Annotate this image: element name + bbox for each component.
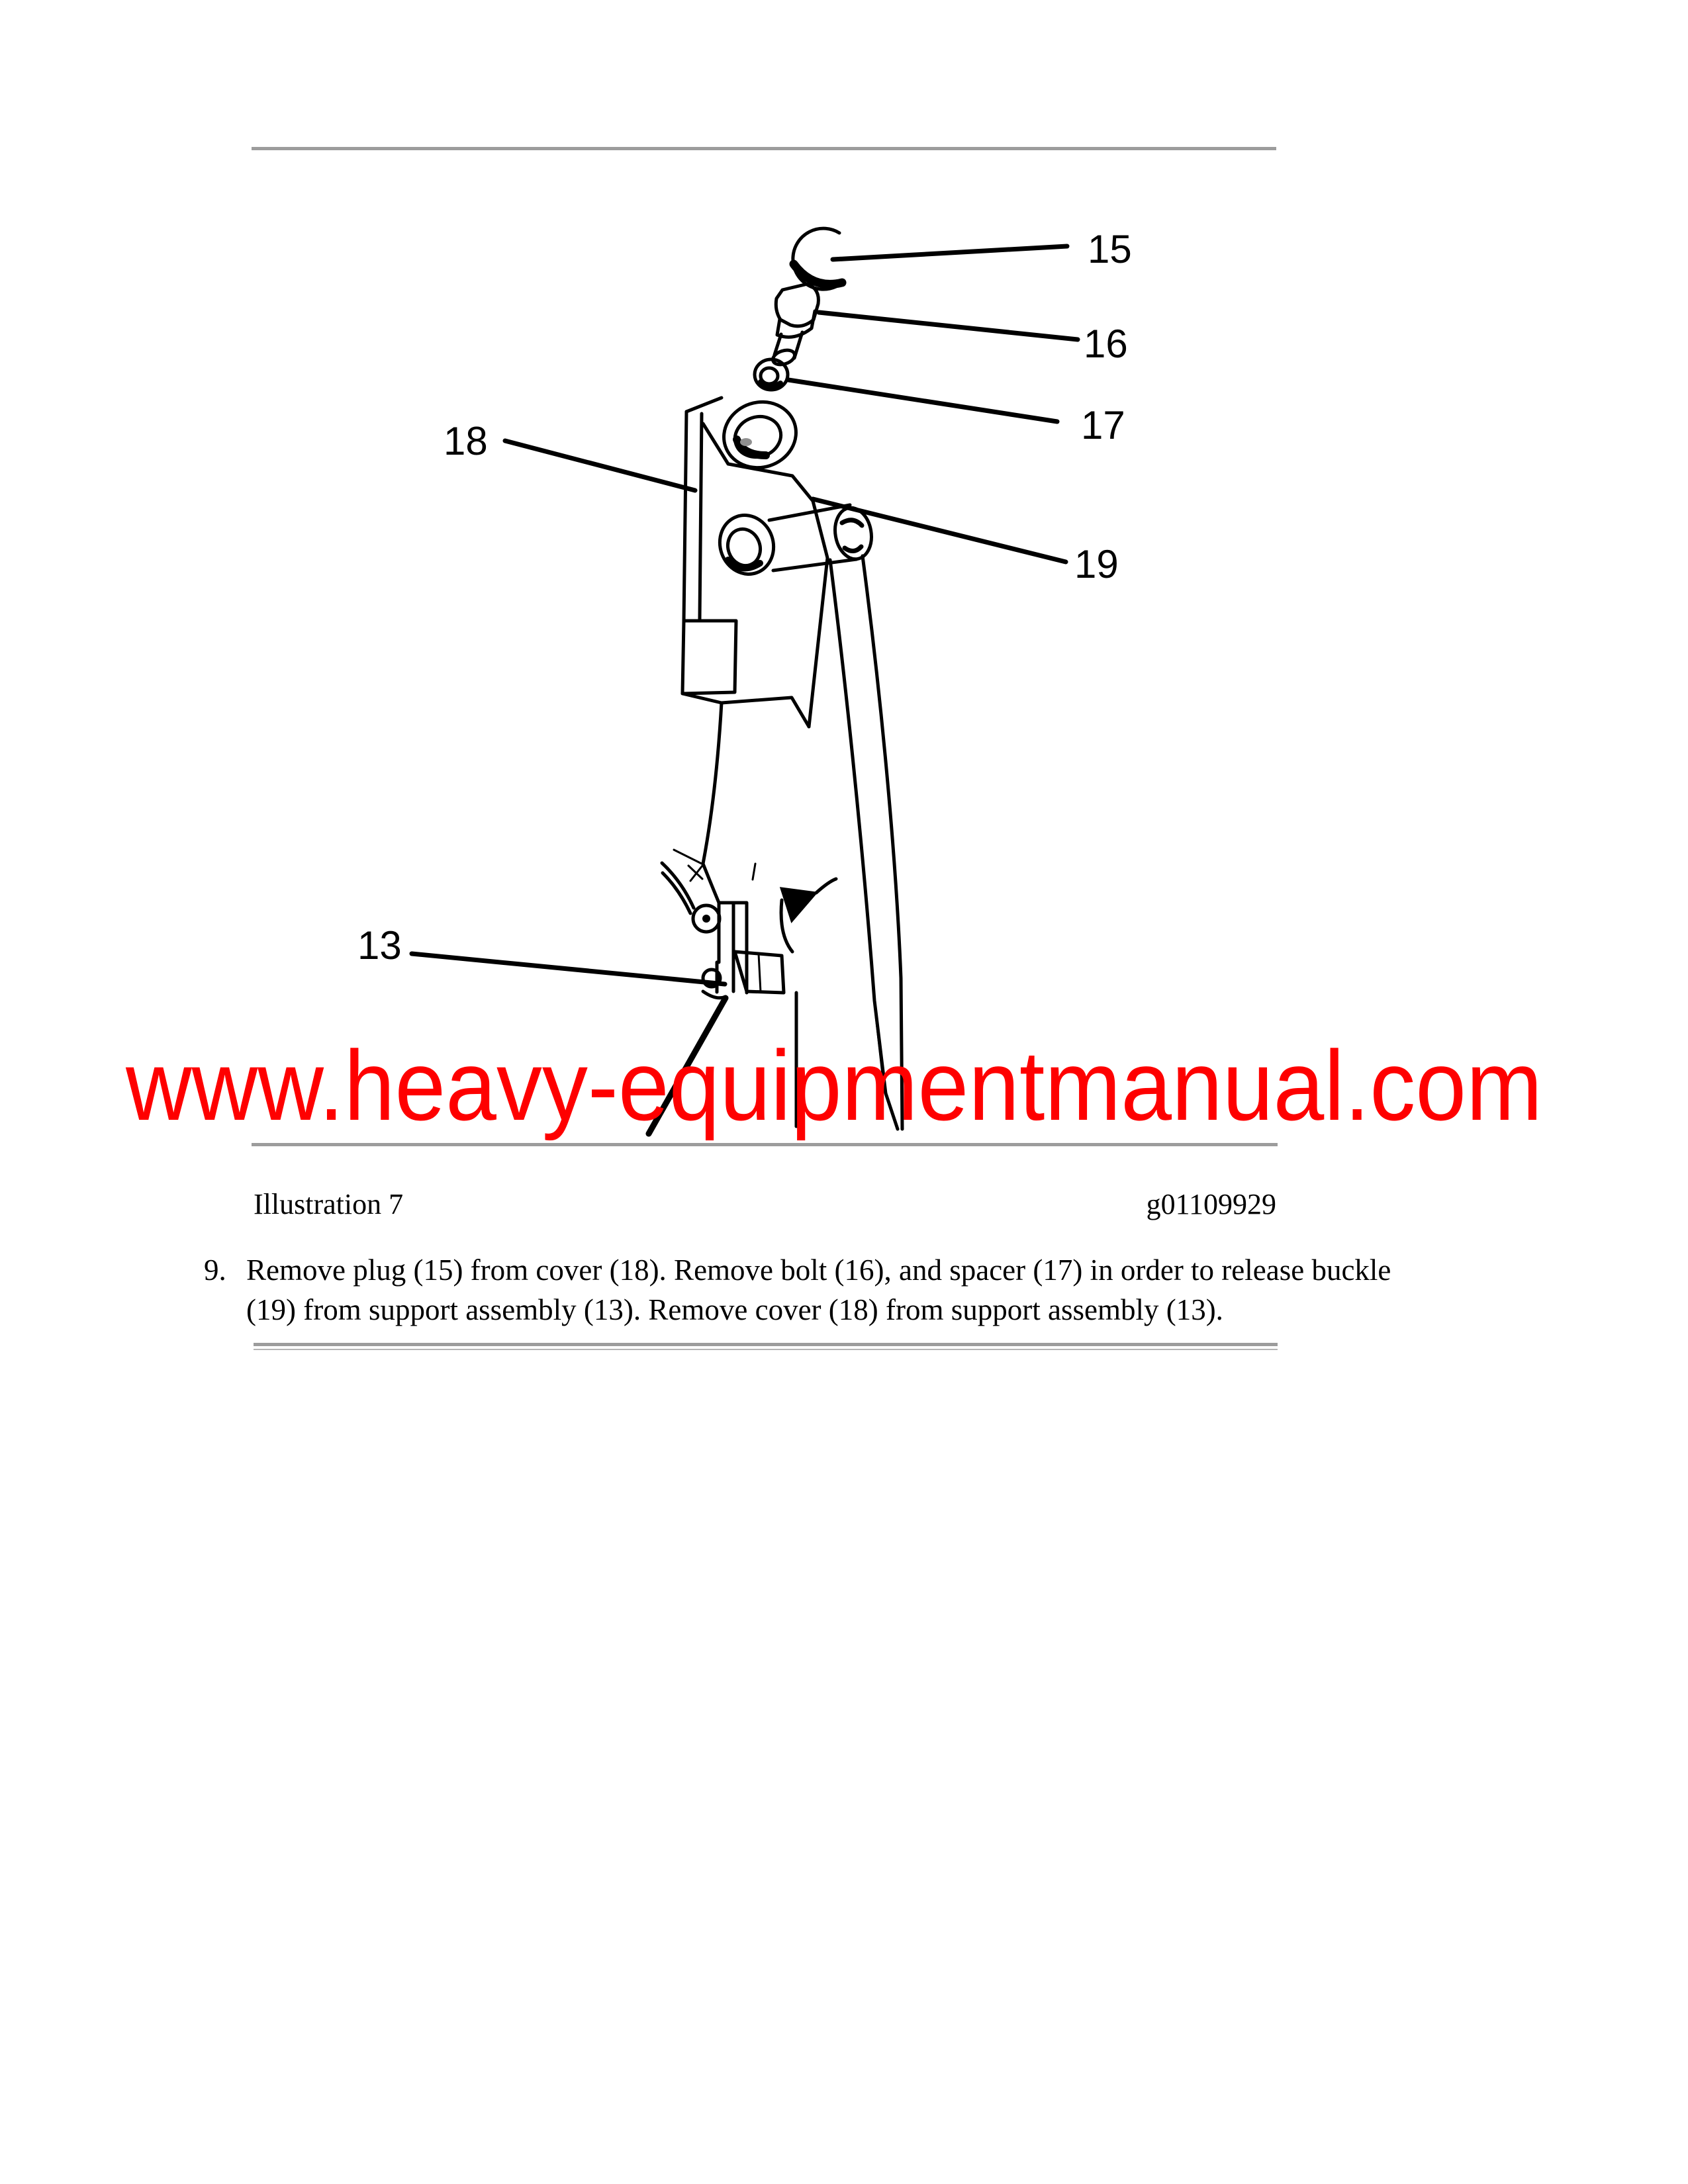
step-text-line-2: (19) from support assembly (13). Remove cover (18) from support assembly (13).: [246, 1293, 1223, 1326]
callout-13-label: 13: [357, 923, 402, 968]
step-text-line-1: Remove plug (15) from cover (18). Remove bolt (16), and spacer (17) in order to release buckle: [246, 1253, 1391, 1287]
watermark-text: www.heavy-equipmentmanual.com: [125, 1030, 1542, 1141]
callout-19-label: 19: [1074, 542, 1119, 586]
bolt-part: [771, 284, 819, 367]
callout-16-leader: [819, 312, 1078, 340]
figure-caption: Illustration 7: [254, 1188, 404, 1220]
step-number: 9.: [204, 1253, 226, 1287]
callout-13-leader: [412, 954, 725, 984]
callout-18-leader: [505, 441, 695, 490]
callout-17-label: 17: [1081, 403, 1125, 447]
callout-15-label: 15: [1088, 227, 1132, 271]
callout-18-label: 18: [444, 419, 488, 463]
callout-17-leader: [788, 380, 1057, 422]
figure-id: g01109929: [1146, 1188, 1276, 1220]
callout-16-label: 16: [1084, 322, 1128, 366]
callout-15-leader: [833, 246, 1067, 259]
spacer-part: [755, 359, 788, 390]
